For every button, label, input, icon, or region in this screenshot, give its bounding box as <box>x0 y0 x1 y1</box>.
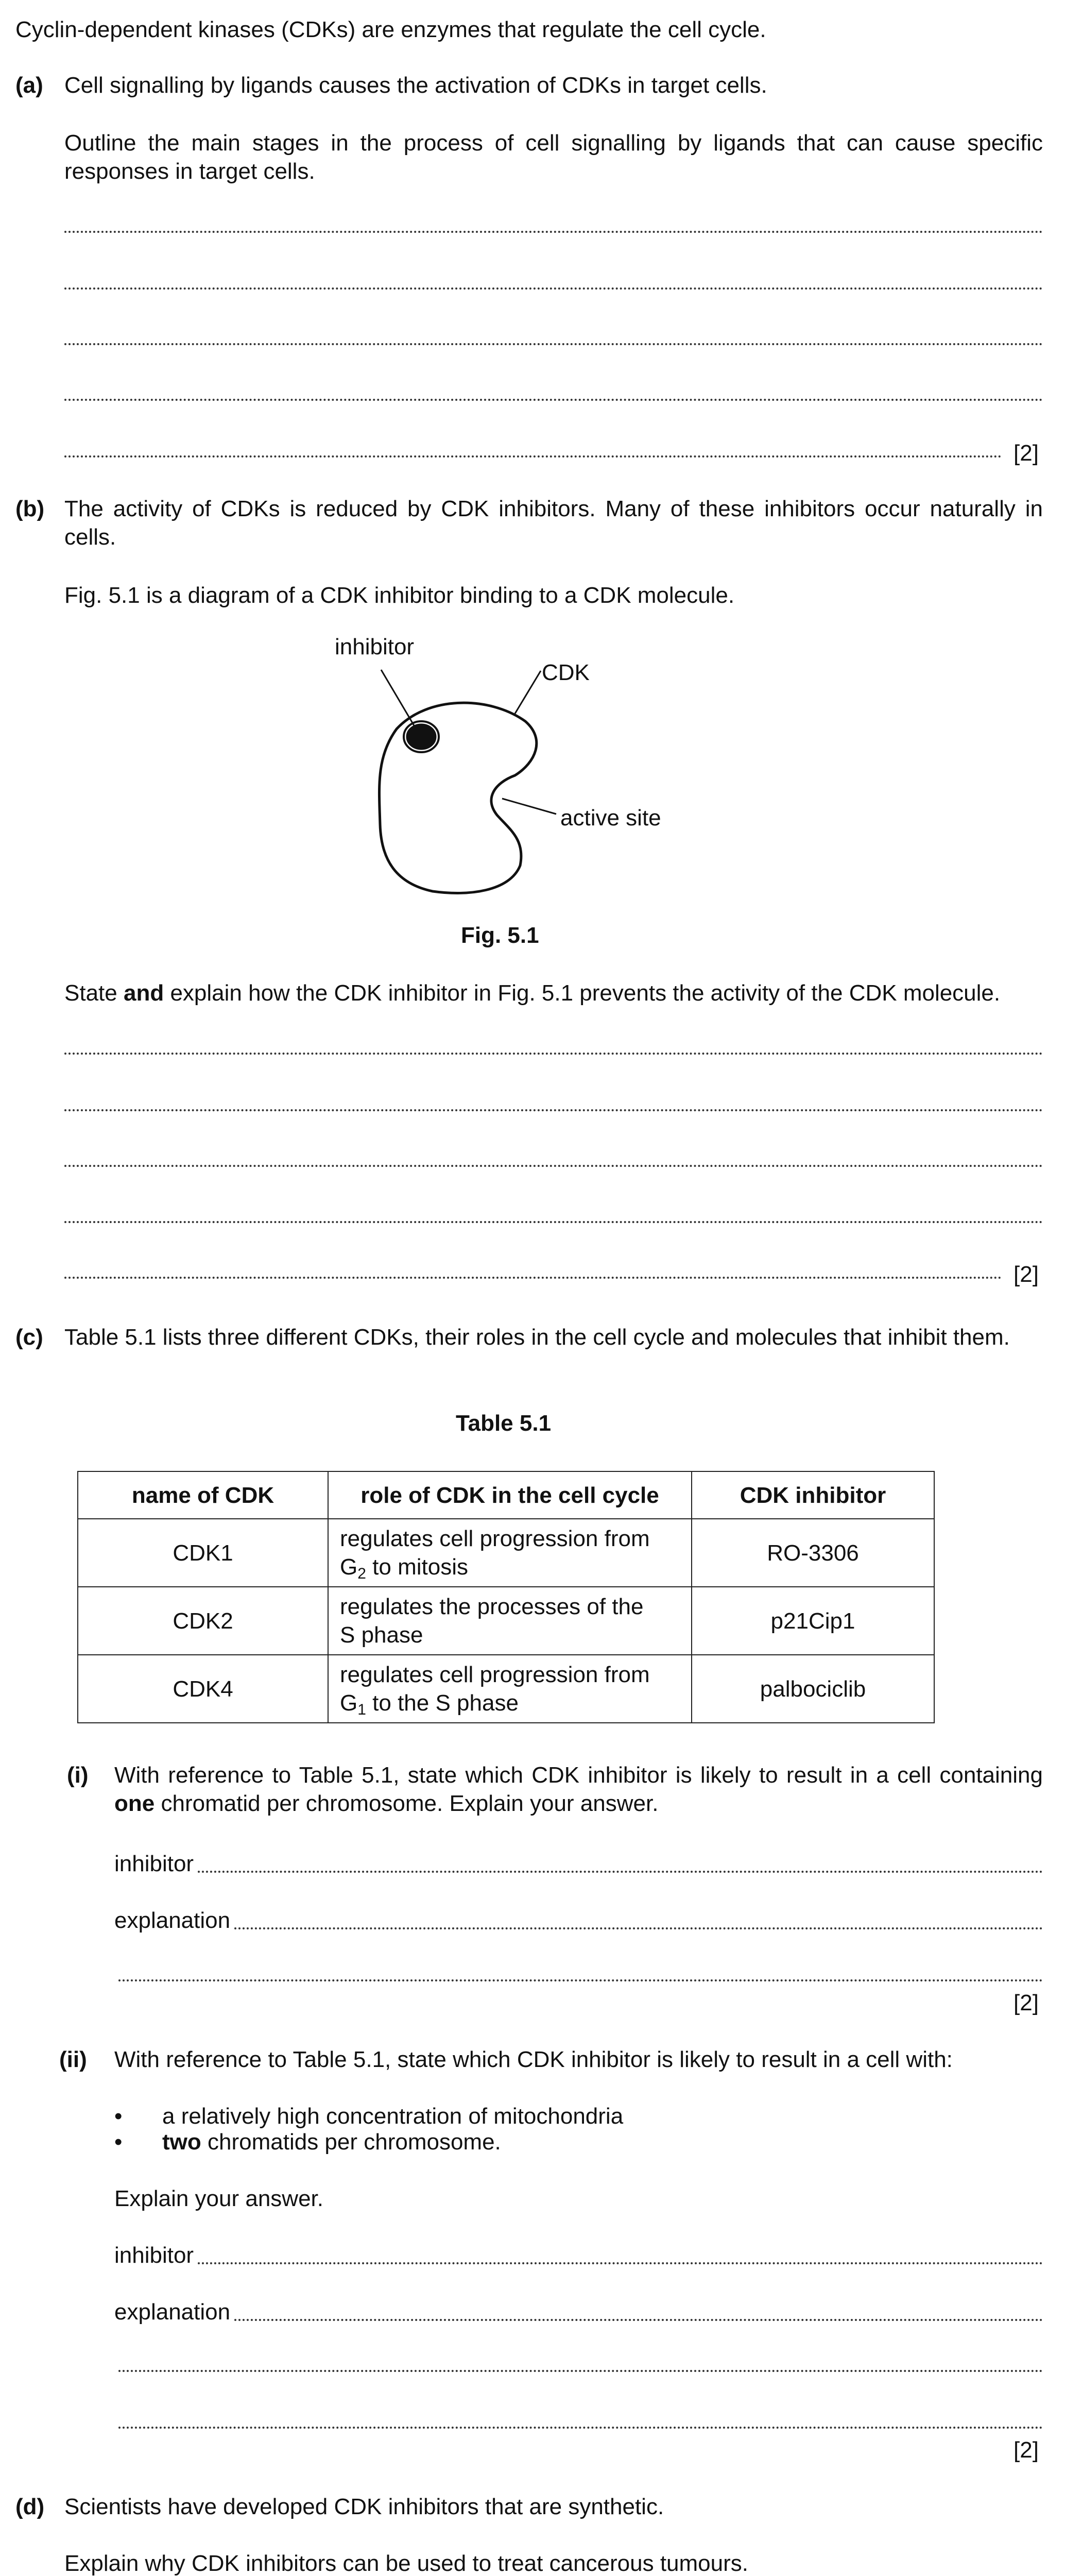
cdk-leader-line <box>515 671 541 714</box>
inhibitor-leader-line <box>381 670 415 726</box>
bullet-glyph: • <box>114 2129 123 2155</box>
bullet-item <box>162 2128 501 2156</box>
part-c-label: (c) <box>15 1325 43 1350</box>
intro-text: Cyclin-dependent kinases (CDKs) are enzymes that regulate the cell cycle. <box>15 17 766 42</box>
explain-instruction: Explain your answer. <box>114 2186 323 2211</box>
question-text: explain how the CDK inhibitor in Fig. 5.1 prevents the activity of the CDK molecule. <box>170 980 1001 1006</box>
answer-line[interactable] <box>64 1053 1043 1055</box>
table-row <box>78 1519 934 1587</box>
mark-allocation: [2] <box>1014 440 1039 466</box>
cdk-inhibitor-cell: palbociclib <box>692 1655 934 1723</box>
field-label: explanation <box>114 2299 231 2325</box>
cdk-name-cell: CDK4 <box>78 1655 328 1723</box>
sub-i-question <box>114 1761 1043 1818</box>
field-label: explanation <box>114 1908 231 1933</box>
active-site-label: active site <box>560 805 661 831</box>
bullet-item: a relatively high concentration of mitochondria <box>162 2104 624 2129</box>
sub-i-label: (i) <box>67 1762 89 1788</box>
cdk-molecule-shape <box>379 703 536 893</box>
answer-line[interactable] <box>234 1927 1043 1929</box>
inhibitor-field <box>114 1850 1043 1878</box>
part-a-question: Outline the main stages in the process of cell signalling by ligands that can cause specific responses in target cells. <box>64 130 1043 184</box>
sub-ii-question: With reference to Table 5.1, state which CDK inhibitor is likely to result in a cell with: <box>114 2047 953 2072</box>
cdk-inhibitor-cell: p21Cip1 <box>692 1587 934 1655</box>
cdk-role-cell: regulates cell progression from $G_2$ to mitosis <box>328 1519 692 1587</box>
cdk-table <box>77 1471 935 1723</box>
question-text: State <box>64 980 117 1006</box>
field-label: inhibitor <box>114 2243 194 2268</box>
answer-line[interactable] <box>198 1871 1043 1873</box>
part-c-statement: Table 5.1 lists three different CDKs, their roles in the cell cycle and molecules that inhibit them. <box>64 1325 1010 1350</box>
explanation-field <box>114 2298 1043 2326</box>
part-a-statement: Cell signalling by ligands causes the activation of CDKs in target cells. <box>64 73 767 98</box>
answer-line[interactable] <box>64 1221 1043 1223</box>
mark-allocation: [2] <box>1014 1262 1039 1287</box>
answer-line[interactable] <box>64 455 1002 457</box>
answer-line[interactable] <box>64 1277 1002 1279</box>
explanation-field <box>114 1906 1043 1935</box>
figure-caption: Fig. 5.1 <box>461 923 539 948</box>
table-header-row <box>78 1471 934 1519</box>
mark-allocation: [2] <box>1014 2437 1039 2463</box>
answer-line[interactable] <box>64 287 1043 290</box>
table-header: role of CDK in the cell cycle <box>328 1471 692 1519</box>
field-label: inhibitor <box>114 1851 194 1876</box>
answer-line[interactable] <box>118 2370 1043 2372</box>
active-site-leader-line <box>502 799 556 814</box>
inhibitor-field <box>114 2241 1043 2269</box>
table-title: Table 5.1 <box>456 1411 552 1436</box>
table-row <box>78 1587 934 1655</box>
question-emphasis: two <box>162 2129 201 2155</box>
table-row <box>78 1655 934 1723</box>
answer-line[interactable] <box>198 2262 1043 2264</box>
sub-ii-label: (ii) <box>59 2047 87 2072</box>
inhibitor-molecule <box>407 724 436 749</box>
answer-line[interactable] <box>234 2319 1043 2321</box>
answer-line[interactable] <box>118 1979 1043 1981</box>
cdk-role-cell: regulates the processes of the S phase <box>328 1587 692 1655</box>
question-text: chromatid per chromosome. Explain your answer. <box>161 1791 659 1816</box>
part-d-statement: Scientists have developed CDK inhibitors that are synthetic. <box>64 2494 664 2519</box>
answer-line[interactable] <box>118 2427 1043 2429</box>
answer-line[interactable] <box>64 399 1043 401</box>
part-b-statement: The activity of CDKs is reduced by CDK inhibitors. Many of these inhibitors occur naturally in cells. <box>64 496 1043 550</box>
cdk-inhibitor-diagram <box>309 623 721 912</box>
part-b-label: (b) <box>15 496 45 521</box>
question-text: chromatids per chromosome. <box>208 2129 501 2155</box>
part-d-question: Explain why CDK inhibitors can be used to treat cancerous tumours. <box>64 2551 748 2576</box>
question-text: With reference to Table 5.1, state which CDK inhibitor is likely to result in a cell containing <box>114 1762 1043 1788</box>
cdk-inhibitor-cell: RO-3306 <box>692 1519 934 1587</box>
question-emphasis: and <box>123 980 164 1006</box>
answer-line[interactable] <box>64 1109 1043 1111</box>
answer-line[interactable] <box>64 343 1043 345</box>
cdk-name-cell: CDK2 <box>78 1587 328 1655</box>
part-a-label: (a) <box>15 73 43 98</box>
part-d-label: (d) <box>15 2494 45 2519</box>
table-header: name of CDK <box>78 1471 328 1519</box>
inhibitor-label: inhibitor <box>335 634 415 659</box>
mark-allocation: [2] <box>1014 1990 1039 2015</box>
cdk-name-cell: CDK1 <box>78 1519 328 1587</box>
answer-line[interactable] <box>64 231 1043 233</box>
part-b-question <box>64 979 1043 1007</box>
bullet-glyph: • <box>114 2104 123 2129</box>
cdk-role-cell: regulates cell progression from $G_1$ to the S phase <box>328 1655 692 1723</box>
cdk-label: CDK <box>542 660 590 685</box>
question-emphasis: one <box>114 1791 155 1816</box>
answer-line[interactable] <box>64 1165 1043 1167</box>
table-header: CDK inhibitor <box>692 1471 934 1519</box>
part-b-figure-intro: Fig. 5.1 is a diagram of a CDK inhibitor binding to a CDK molecule. <box>64 583 735 608</box>
